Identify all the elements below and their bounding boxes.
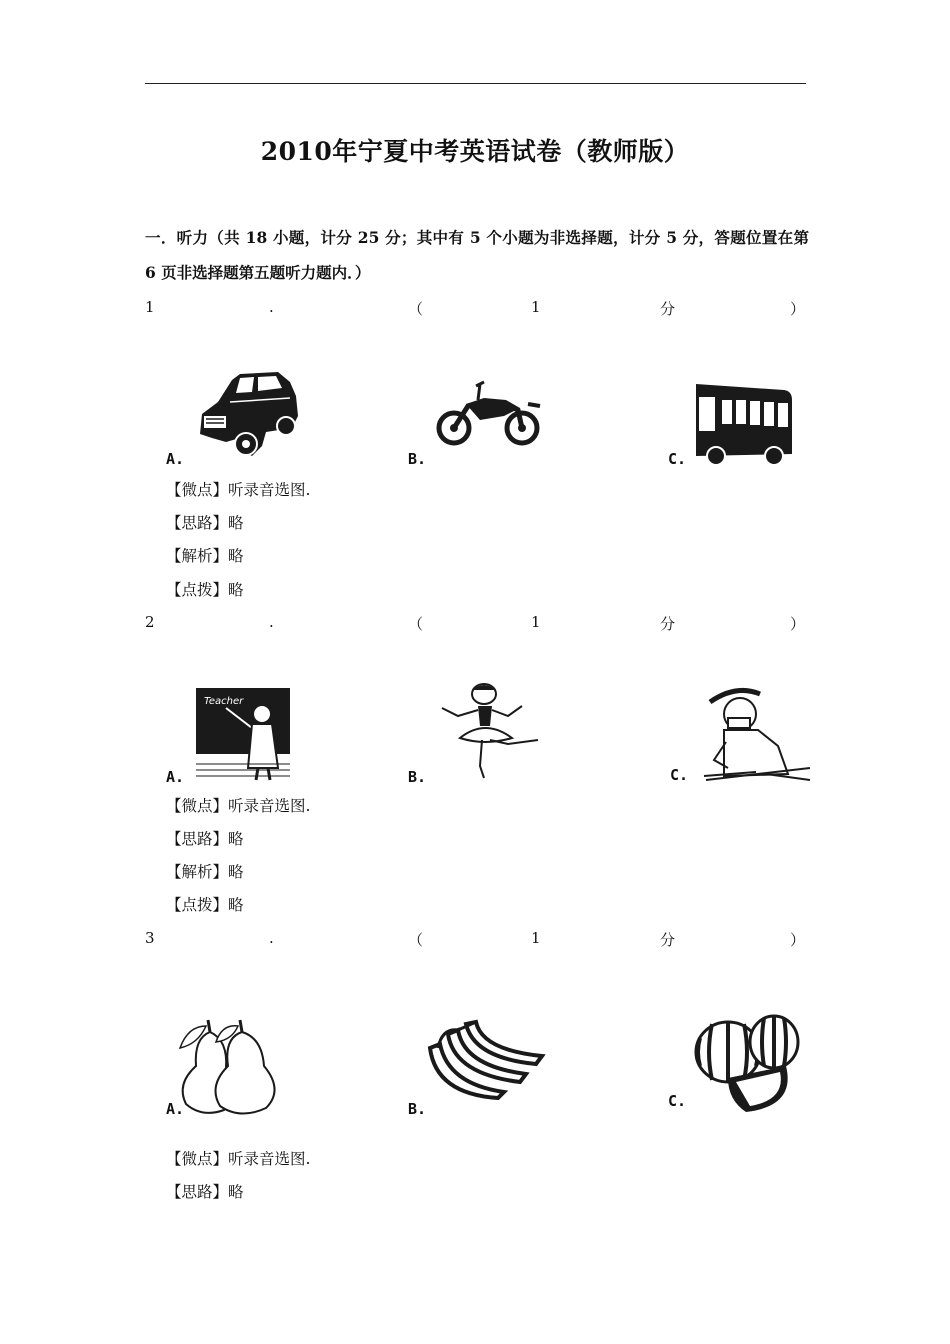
dancer-icon — [408, 682, 548, 786]
note-dianbo: 【点拨】略 — [166, 896, 244, 914]
question-line-3 — [145, 929, 806, 953]
option-b-motorcycle[interactable] — [408, 376, 548, 472]
option-a-car[interactable] — [166, 366, 306, 470]
note-silu: 【思路】略 — [166, 1183, 244, 1201]
open-paren: （ — [408, 300, 424, 318]
note-jiexi: 【解析】略 — [166, 547, 244, 565]
watermelon-icon — [666, 1010, 802, 1118]
open-paren: （ — [408, 931, 424, 949]
option-b-banana[interactable] — [408, 1018, 548, 1118]
banana-icon — [408, 1018, 548, 1118]
open-paren: （ — [408, 615, 424, 633]
option-a-pear[interactable] — [166, 1018, 286, 1120]
question-line-2 — [145, 613, 806, 637]
question-dot: . — [269, 298, 274, 316]
option-label: B. — [408, 450, 427, 468]
question-dot: . — [269, 929, 274, 947]
option-label: B. — [408, 1100, 427, 1118]
option-label: A. — [166, 768, 185, 786]
option-label: C. — [668, 450, 687, 468]
question-points: 1 — [531, 298, 541, 316]
question-number: 2 — [145, 613, 155, 631]
board-text: Teacher — [204, 696, 244, 707]
page-title: 2010年宁夏中考英语试卷（教师版） — [260, 137, 690, 166]
option-label: B. — [408, 768, 427, 786]
section-heading: 一．听力（共 18 小题，计分 25 分；其中有 5 个小题为非选择题，计分 5 分，答题位置在第 6 页非选择题第五题听力题内．） — [145, 228, 809, 282]
points-unit: 分 — [660, 300, 676, 318]
option-label: A. — [166, 450, 185, 468]
option-c-doctor[interactable] — [666, 684, 812, 788]
question-points: 1 — [531, 613, 541, 631]
option-c-watermelon[interactable] — [666, 1010, 802, 1118]
option-label: A. — [166, 1100, 185, 1118]
note-silu: 【思路】略 — [166, 514, 244, 532]
question-points: 1 — [531, 929, 541, 947]
question-dot: . — [269, 613, 274, 631]
close-paren: ） — [790, 931, 806, 949]
option-label: C. — [670, 766, 689, 784]
note-weidian: 【微点】听录音选图. — [166, 1150, 311, 1168]
question-number: 3 — [145, 929, 155, 947]
note-jiexi: 【解析】略 — [166, 863, 244, 881]
question-number: 1 — [145, 298, 155, 316]
teacher-icon — [166, 684, 296, 788]
header-rule — [145, 83, 806, 84]
note-silu: 【思路】略 — [166, 830, 244, 848]
close-paren: ） — [790, 615, 806, 633]
points-unit: 分 — [660, 931, 676, 949]
note-dianbo: 【点拨】略 — [166, 581, 244, 599]
points-unit: 分 — [660, 615, 676, 633]
question-line-1 — [145, 298, 806, 322]
option-c-bus[interactable] — [666, 378, 796, 468]
close-paren: ） — [790, 300, 806, 318]
car-icon — [166, 366, 306, 470]
option-label: C. — [668, 1092, 687, 1110]
note-weidian: 【微点】听录音选图. — [166, 797, 311, 815]
note-weidian: 【微点】听录音选图. — [166, 481, 311, 499]
motorcycle-icon — [408, 376, 548, 472]
option-b-dancer[interactable] — [408, 682, 548, 786]
option-a-teacher[interactable] — [166, 684, 296, 788]
